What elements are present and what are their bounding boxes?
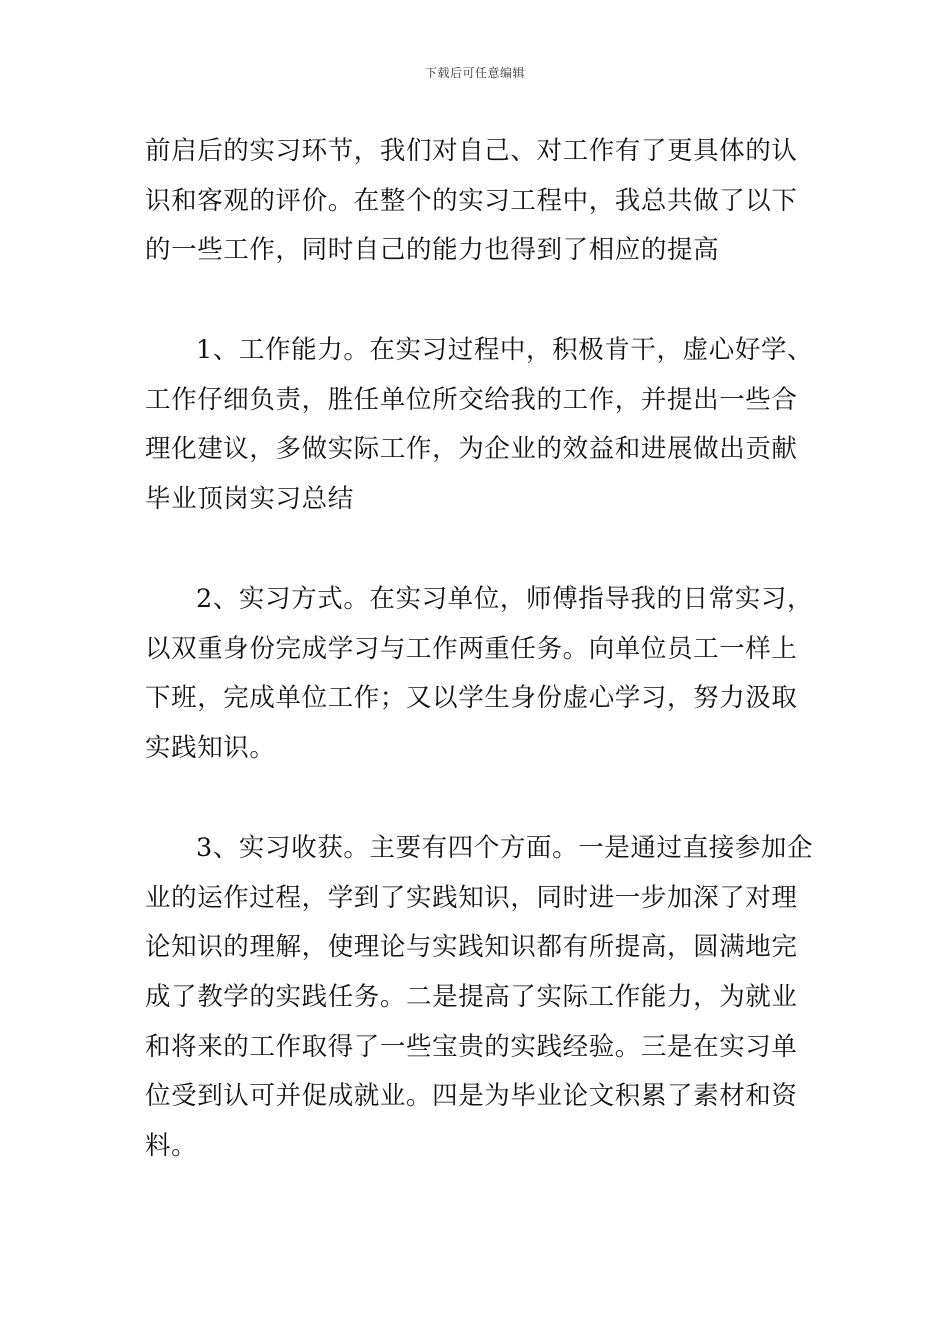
paragraph-4-line-6: 位受到认可并促成就业。四是为毕业论文积累了素材和资 — [145, 1081, 798, 1111]
paragraph-2-line-3: 理化建议，多做实际工作，为企业的效益和进展做出贡献 — [145, 434, 798, 464]
paragraph-1-line-1: 前启后的实习环节，我们对自己、对工作有了更具体的认 — [145, 136, 798, 166]
paragraph-3-line-1: 2、实习方式。在实习单位，师傅指导我的日常实习， — [196, 584, 814, 614]
paragraph-3-line-4: 实践知识。 — [145, 733, 276, 763]
paragraph-2-line-2: 工作仔细负责，胜任单位所交给我的工作，并提出一些合 — [145, 385, 798, 415]
paragraph-4-line-7: 料。 — [145, 1131, 198, 1161]
paragraph-2-line-1: 1、工作能力。在实习过程中，积极肯干，虚心好学、 — [196, 335, 814, 365]
paragraph-4-line-3: 论知识的理解，使理论与实践知识都有所提高，圆满地完 — [145, 932, 798, 962]
paragraph-1-line-3: 的一些工作，同时自己的能力也得到了相应的提高 — [145, 235, 720, 265]
paragraph-4-line-4: 成了教学的实践任务。二是提高了实际工作能力，为就业 — [145, 982, 798, 1012]
paragraph-3-line-3: 下班，完成单位工作；又以学生身份虚心学习，努力汲取 — [145, 683, 798, 713]
paragraph-1-line-2: 识和客观的评价。在整个的实习工程中，我总共做了以下 — [145, 186, 798, 216]
paragraph-4-line-5: 和将来的工作取得了一些宝贵的实践经验。三是在实习单 — [145, 1032, 798, 1062]
paragraph-4-line-1: 3、实习收获。主要有四个方面。一是通过直接参加企 — [196, 833, 814, 863]
paragraph-2-line-4: 毕业顶岗实习总结 — [145, 484, 354, 514]
page-header-note: 下载后可任意编辑 — [424, 66, 525, 80]
paragraph-3-line-2: 以双重身份完成学习与工作两重任务。向单位员工一样上 — [145, 634, 798, 664]
paragraph-4-line-2: 业的运作过程，学到了实践知识，同时进一步加深了对理 — [145, 883, 798, 913]
